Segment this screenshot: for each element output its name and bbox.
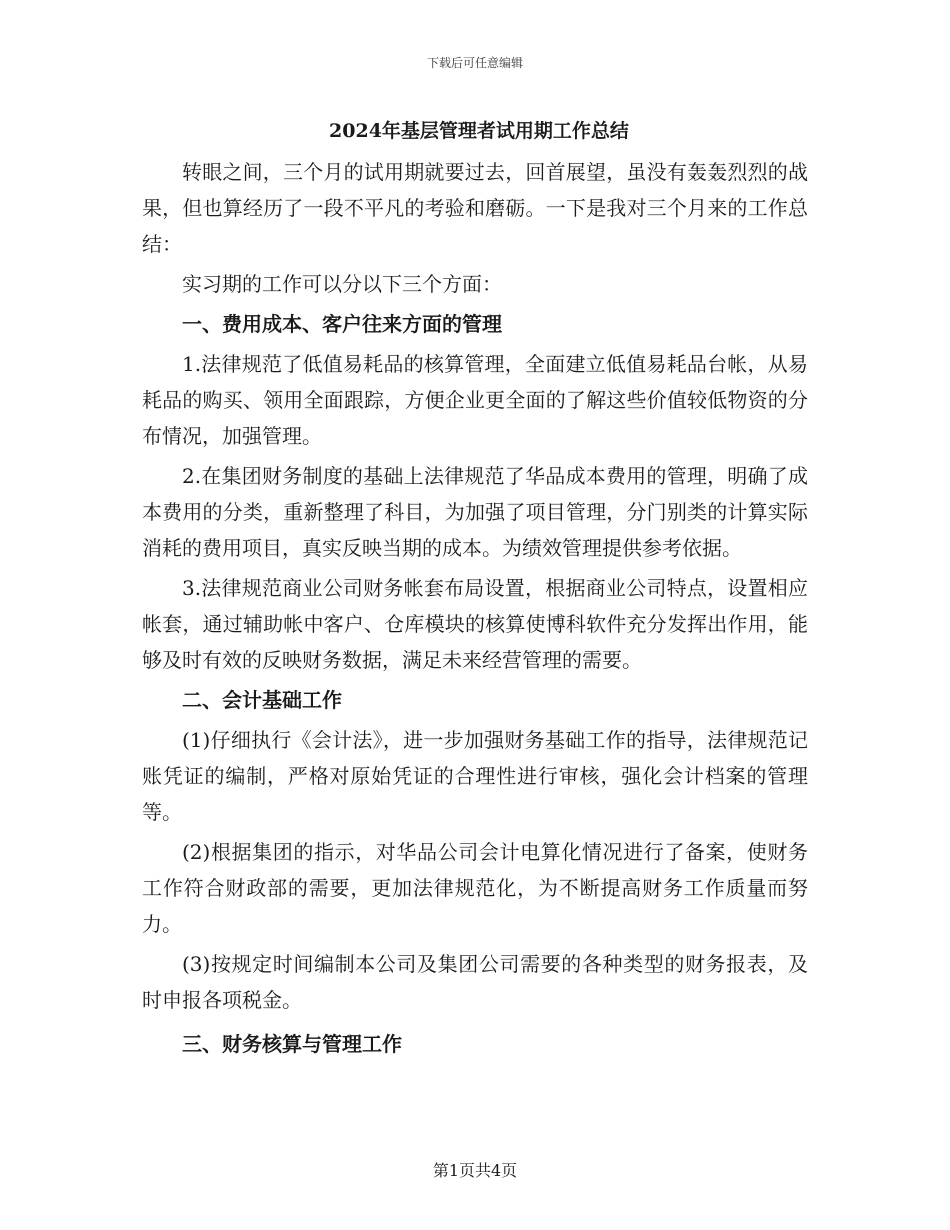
section1-item-1: 1.法律规范了低值易耗品的核算管理，全面建立低值易耗品台帐，从易耗品的购买、领用全面跟踪，方便企业更全面的了解这些价值较低物资的分布情况，加强管理。	[142, 352, 808, 448]
section-heading-1: 一、费用成本、客户往来方面的管理	[182, 312, 502, 336]
section2-item-3: (3)按规定时间编制本公司及集团公司需要的各种类型的财务报表，及时申报各项税金。	[142, 952, 808, 1012]
document-body	[142, 110, 808, 1062]
section-heading-3: 三、财务核算与管理工作	[182, 1032, 402, 1056]
section1-item-3: 3.法律规范商业公司财务帐套布局设置，根据商业公司特点，设置相应帐套，通过辅助帐中客户、仓库模块的核算使博科软件充分发挥出作用，能够及时有效的反映财务数据，满足未来经营管理的需要。	[142, 576, 808, 672]
page-number-footer: 第1页共4页	[432, 1161, 518, 1180]
intro-paragraph-2: 实习期的工作可以分以下三个方面：	[182, 272, 502, 296]
section2-item-1: (1)仔细执行《会计法》，进一步加强财务基础工作的指导，法律规范记账凭证的编制，严格对原始凭证的合理性进行审核，强化会计档案的管理等。	[142, 728, 808, 824]
section1-item-2: 2.在集团财务制度的基础上法律规范了华品成本费用的管理，明确了成本费用的分类，重新整理了科目，为加强了项目管理，分门别类的计算实际消耗的费用项目，真实反映当期的成本。为绩效管理提供参考依据。	[142, 464, 808, 560]
intro-paragraph-1: 转眼之间，三个月的试用期就要过去，回首展望，虽没有轰轰烈烈的战果，但也算经历了一段不平凡的考验和磨砺。一下是我对三个月来的工作总结：	[142, 160, 808, 256]
section-heading-2: 二、会计基础工作	[182, 688, 342, 712]
document-title: 2024年基层管理者试用期工作总结	[329, 120, 629, 142]
header-note: 下载后可任意编辑	[426, 56, 523, 70]
section2-item-2: (2)根据集团的指示，对华品公司会计电算化情况进行了备案，使财务工作符合财政部的需要，更加法律规范化，为不断提高财务工作质量而努力。	[142, 840, 808, 936]
